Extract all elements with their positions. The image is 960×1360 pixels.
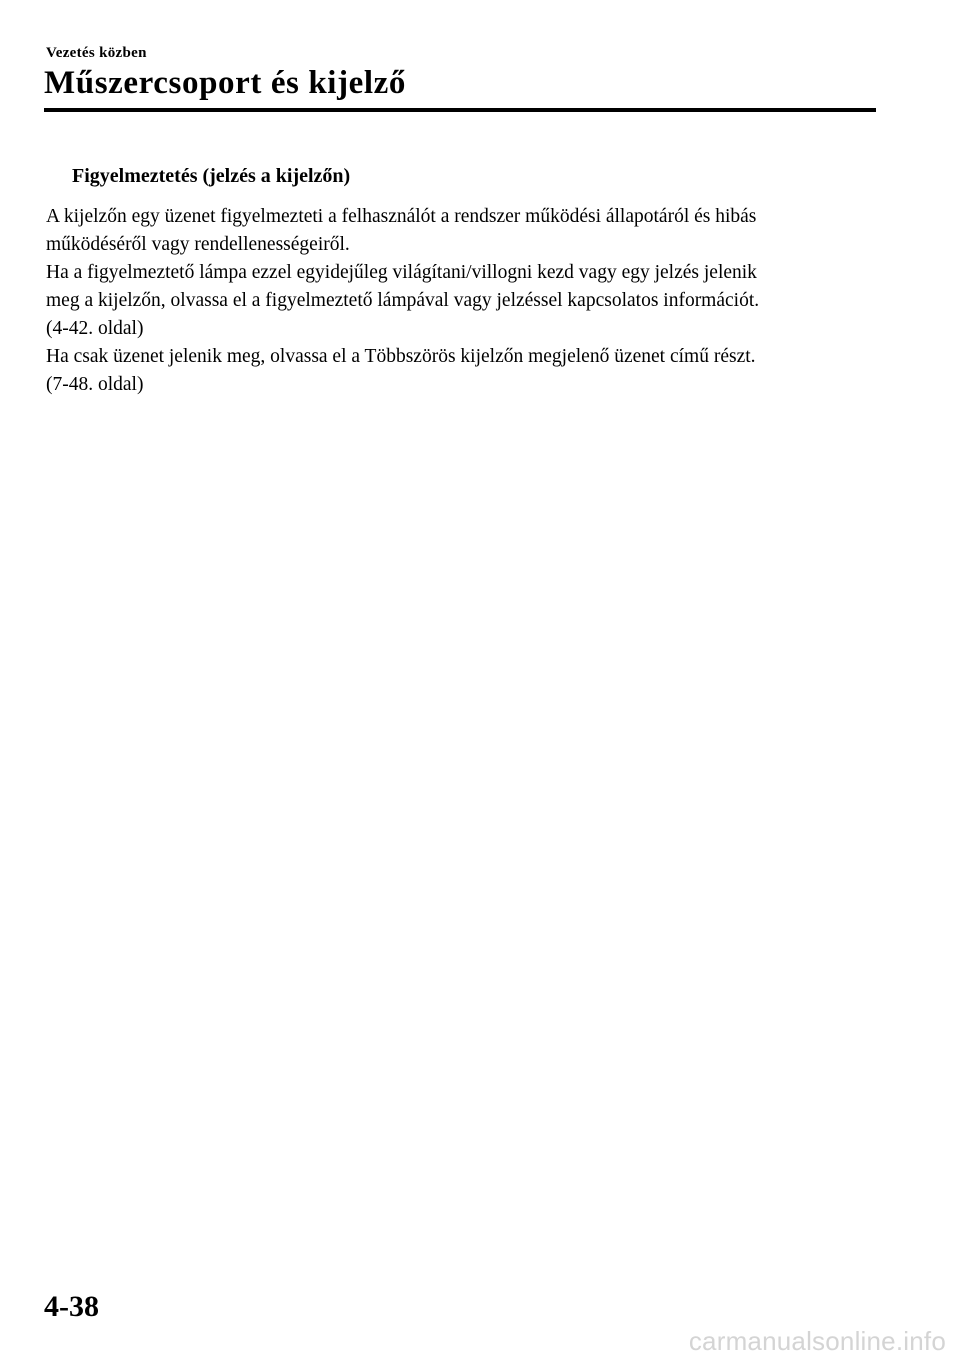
body-line: meg a kijelzőn, olvassa el a figyelmeztető lámpával vagy jelzéssel kapcsolatos információt.: [46, 290, 760, 311]
page-title: Műszercsoport és kijelző: [44, 65, 407, 101]
sub-heading: Figyelmeztetés (jelzés a kijelzőn): [72, 165, 351, 187]
section-label: Vezetés közben: [46, 45, 147, 61]
page-number: 4-38: [44, 1290, 99, 1323]
body-line: működéséről vagy rendellenességeiről.: [46, 234, 350, 255]
page-reference: (7-48. oldal): [46, 374, 144, 395]
body-line: Ha csak üzenet jelenik meg, olvassa el a Többszörös kijelzőn megjelenő üzenet című részt.: [46, 346, 756, 367]
watermark: carmanualsonline.info: [688, 1326, 946, 1356]
body-line: Ha a figyelmeztető lámpa ezzel egyidejűleg világítani/villogni kezd vagy egy jelzés jelenik: [46, 262, 757, 283]
title-rule: [44, 108, 876, 112]
page-reference: (4-42. oldal): [46, 318, 144, 339]
body-line: A kijelzőn egy üzenet figyelmezteti a felhasználót a rendszer működési állapotáról és hibás: [46, 206, 757, 227]
body-text: [46, 203, 876, 399]
